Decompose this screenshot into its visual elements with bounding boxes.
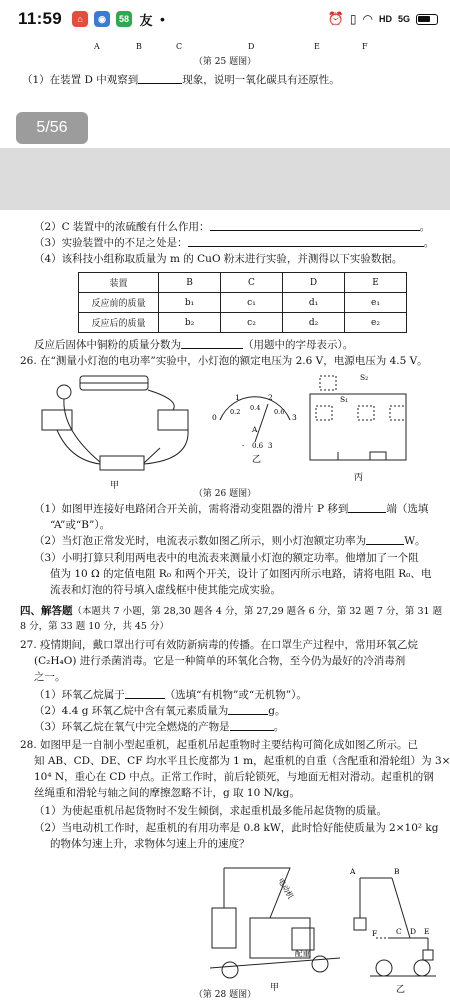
table-cell: 反应后的质量: [79, 313, 159, 333]
answer-blank: [228, 704, 268, 715]
punctuation: 。: [423, 237, 435, 249]
table-header-cell: E: [345, 273, 407, 293]
question-text-part: 端（选填: [386, 503, 429, 515]
punctuation: 。: [273, 721, 285, 733]
bulb-icon: [57, 385, 71, 399]
table-header-cell: B: [159, 273, 221, 293]
counterweight-icon: [292, 928, 314, 950]
dashed-box-icon: [316, 406, 332, 420]
question-26-stem: 26. 在“测量小灯泡的电功率”实验中，小灯泡的额定电压为 2.6 V，电源电压为 4.5 V。: [20, 355, 428, 367]
question-28-stem-cont: 丝绳重和滑轮与轴之间的摩擦忽略不计，g 取 10 N/kg。: [34, 787, 300, 799]
question-text-part: （选填“有机物”或“无机物”）。: [164, 689, 307, 701]
figure-letter: B: [136, 42, 142, 51]
figure-28-jia: [210, 868, 340, 978]
wheel-icon: [222, 962, 238, 978]
table-cell: b₁: [159, 293, 221, 313]
figure-26: [40, 370, 420, 490]
hd-icon: HD: [378, 14, 392, 24]
load-box-icon: [354, 918, 366, 930]
wifi-icon: ◠: [362, 12, 373, 26]
figure-26-jia: [42, 376, 188, 470]
table-header-cell: C: [221, 273, 283, 293]
dashed-box-icon: [390, 406, 406, 420]
section-title: 四、解答题: [20, 605, 73, 617]
question-27-stem-cont: (C₂H₄O) 进行杀菌消毒。它是一种简单的环氧化合物，至今仍为最好的冷消毒剂: [34, 655, 406, 667]
question-28-2-cont: 的物体匀速上升，求物体匀速上升的速度？: [50, 838, 250, 850]
battery-box-icon: [100, 456, 144, 470]
figure-point-label: A: [350, 867, 356, 876]
question-26-1-cont: “A”或“B”）。: [50, 519, 111, 531]
figure-letter: E: [314, 42, 320, 51]
figure-label-bing: 丙: [354, 473, 364, 483]
question-text-part: 现象，说明一氧化碳具有还原性。: [182, 74, 340, 86]
signal-icon: 5G: [397, 14, 410, 24]
ammeter-scale-label: 3: [292, 413, 297, 422]
barrel-icon: [212, 908, 236, 948]
figure-label-weight: 配重: [295, 949, 310, 958]
app-notification-icon: 友: [139, 12, 153, 28]
table-cell: d₁: [283, 293, 345, 313]
question-26-3-cont: 流表和灯泡的符号填入虚线框中使其能完成实验。: [50, 584, 281, 596]
rheostat-symbol-icon: [370, 452, 386, 460]
question-text-part: （3）环氧乙烷在氧气中完全燃烧的产物是: [34, 721, 230, 733]
table-cell: b₂: [159, 313, 221, 333]
question-27-1: [34, 688, 307, 702]
question-25-2: [34, 220, 430, 234]
table-row: [79, 293, 407, 313]
experiment-data-table: [78, 272, 407, 333]
ammeter-small-label: 0.2: [230, 408, 241, 416]
table-cell: 反应前的质量: [79, 293, 159, 313]
ammeter-scale-label: 1: [235, 393, 240, 402]
figure-label-jia: 甲: [110, 481, 120, 490]
answer-blank: [125, 688, 165, 699]
question-text-part: 反应后固体中铜粉的质量分数为: [34, 339, 181, 351]
question-28-stem-cont: 10⁴ N，重心在 CD 中点。正常工作时，前后轮锁死，与地面无相对滑动。起重机的钢: [34, 771, 434, 783]
ammeter-small-label: 0.4: [250, 404, 261, 412]
app-notification-icon: ◉: [94, 11, 110, 27]
ammeter-letter: A: [252, 425, 258, 434]
question-text-part: （1）如图甲连接好电路闭合开关前，需将滑动变阻器的滑片 P 移到: [34, 503, 349, 515]
figure-letter: D: [248, 42, 255, 51]
question-27-3: [34, 720, 284, 734]
crane-arm-icon: [224, 868, 290, 918]
table-cell: e₁: [345, 293, 407, 313]
question-text-part: （2）C 装置中的浓硫酸有什么作用：: [34, 221, 210, 233]
figure-point-label: C: [396, 927, 402, 936]
answer-blank: [138, 73, 182, 84]
wheel-icon: [414, 960, 430, 976]
ammeter-scale-label: 2: [268, 393, 273, 402]
system-indicators: [328, 11, 438, 27]
question-text-part: W。: [404, 535, 426, 547]
switch-icon: [144, 448, 160, 463]
ammeter-small-label: 0.6: [274, 408, 285, 416]
table-header-cell: 装置: [79, 273, 159, 293]
answer-blank: [210, 220, 420, 231]
question-text-part: （用题中的字母表示）。: [243, 339, 354, 351]
question-25-4: （4）该科技小组称取质量为 m 的 CuO 粉末进行实验，并测得以下实验数据。: [34, 253, 403, 265]
figure-caption: （第 25 题图）: [193, 57, 257, 67]
app-notification-icon: ⌂: [72, 11, 88, 27]
more-notifications-dot: •: [160, 11, 165, 27]
question-28-stem-cont: 知 AB、CD、DE、CF 均水平且长度都为 1 m，起重机的自重（含配重和滑轮组）为 3×: [34, 755, 450, 767]
page-indicator: 5/56: [16, 112, 88, 144]
table-cell: e₂: [345, 313, 407, 333]
switch-label: S₂: [360, 373, 369, 382]
question-25-after: [34, 338, 353, 352]
answer-blank: [366, 534, 404, 545]
question-text-part: （2）当灯泡正常发光时，电流表示数如图乙所示，则小灯泡额定功率为: [34, 535, 367, 547]
section-4-description-cont: 8 分，第 33 题 10 分，共 45 分）: [20, 621, 169, 632]
ammeter-terminal-label: -: [242, 442, 245, 450]
figure-caption: （第 28 题图）: [193, 990, 257, 1000]
question-26-3-cont: 值为 10 Ω 的定值电阻 R₀ 和两个开关，设计了如图丙所示电路，请将电阻 R₀、电: [50, 568, 432, 580]
circuit-frame-icon: [310, 394, 406, 460]
page-separator: [0, 148, 450, 210]
table-cell: d₂: [283, 313, 345, 333]
question-text-part: （1）环氧乙烷属于: [34, 689, 125, 701]
status-time: 11:59: [18, 9, 63, 28]
figure-26-bing: [310, 376, 406, 460]
table-cell: c₁: [221, 293, 283, 313]
punctuation: 。: [419, 221, 431, 233]
figure-28: [200, 858, 440, 998]
alarm-icon: ⏰: [327, 11, 344, 26]
table-row: [79, 313, 407, 333]
table-header-row: [79, 273, 407, 293]
question-text-part: （2）4.4 g 环氧乙烷中含有氧元素质量为: [34, 705, 229, 717]
counterweight-box-icon: [423, 950, 433, 960]
question-28-2: （2）当电动机工作时，起重机的有用功率是 0.8 kW，此时恰好能使质量为 2×10² kg: [34, 822, 439, 834]
table-cell: c₂: [221, 313, 283, 333]
question-27-2: [34, 704, 286, 718]
section-4-header: [20, 604, 442, 619]
figure-point-label: E: [424, 927, 430, 936]
ammeter-scale-label: 0: [212, 413, 217, 422]
figure-label-jia: 甲: [270, 983, 280, 993]
vibrate-icon: ▯: [349, 12, 357, 26]
meter-icon: [158, 410, 188, 430]
question-28-1: （1）为使起重机吊起货物时不发生倾倒，求起重机最多能吊起货物的质量。: [34, 805, 388, 817]
question-27-stem-cont: 之一。: [34, 671, 66, 683]
app-notification-icon: 58: [116, 11, 132, 27]
figure-label-yi: 乙: [396, 985, 406, 995]
status-bar: [0, 0, 450, 38]
answer-blank: [230, 720, 274, 731]
figure-label-yi: 乙: [252, 455, 262, 465]
question-text-part: （3）实验装置中的不足之处是：: [34, 237, 188, 249]
answer-blank: [188, 236, 424, 247]
question-26-2: [34, 534, 425, 548]
section-description: （本题共 7 小题，第 28,30 题各 4 分，第 27,29 题各 6 分，第 32 题 7 分，第 31 题: [72, 606, 443, 617]
dashed-box-icon: [320, 376, 336, 390]
question-25-3: [34, 236, 434, 250]
wheel-icon: [376, 960, 392, 976]
ammeter-terminal-label: 3: [268, 442, 273, 450]
ammeter-terminal-label: 0.6: [252, 442, 264, 450]
battery-icon: [416, 14, 438, 25]
wires-icon: [57, 390, 188, 464]
figure-letter: F: [362, 42, 368, 51]
question-text-part: （1）在装置 D 中观察到: [22, 74, 139, 86]
figure-point-label: B: [394, 867, 400, 876]
answer-blank: [348, 502, 386, 513]
figure-caption: （第 26 题图）: [193, 489, 257, 499]
question-26-1: [34, 502, 428, 516]
question-28-stem: 28. 如图甲是一自制小型起重机，起重机吊起重物时主要结构可简化成如图乙所示。已: [20, 739, 419, 751]
figure-letter: A: [94, 42, 100, 51]
question-text: [22, 72, 340, 87]
figure-label-motor: 电动机: [276, 876, 296, 901]
figure-point-label: D: [410, 927, 417, 936]
wheel-icon: [312, 956, 328, 972]
question-26-3: （3）小明打算只利用两电表中的电流表来测量小灯泡的额定功率。他增加了一个阻: [34, 552, 419, 564]
question-text-part: g。: [268, 705, 286, 717]
table-header-cell: D: [283, 273, 345, 293]
switch-label: S₁: [340, 395, 349, 404]
crane-base-icon: [210, 958, 340, 968]
answer-blank: [181, 338, 243, 349]
figure-point-label: F: [372, 929, 378, 938]
figure-letter: C: [176, 42, 183, 51]
notification-icons: [72, 11, 165, 27]
question-27-stem: 27. 疫情期间，戴口罩出行可有效防新病毒的传播。在口罩生产过程中，常用环氧乙烷: [20, 639, 419, 651]
dashed-box-icon: [358, 406, 374, 420]
document-page-current[interactable]: [0, 210, 450, 1000]
